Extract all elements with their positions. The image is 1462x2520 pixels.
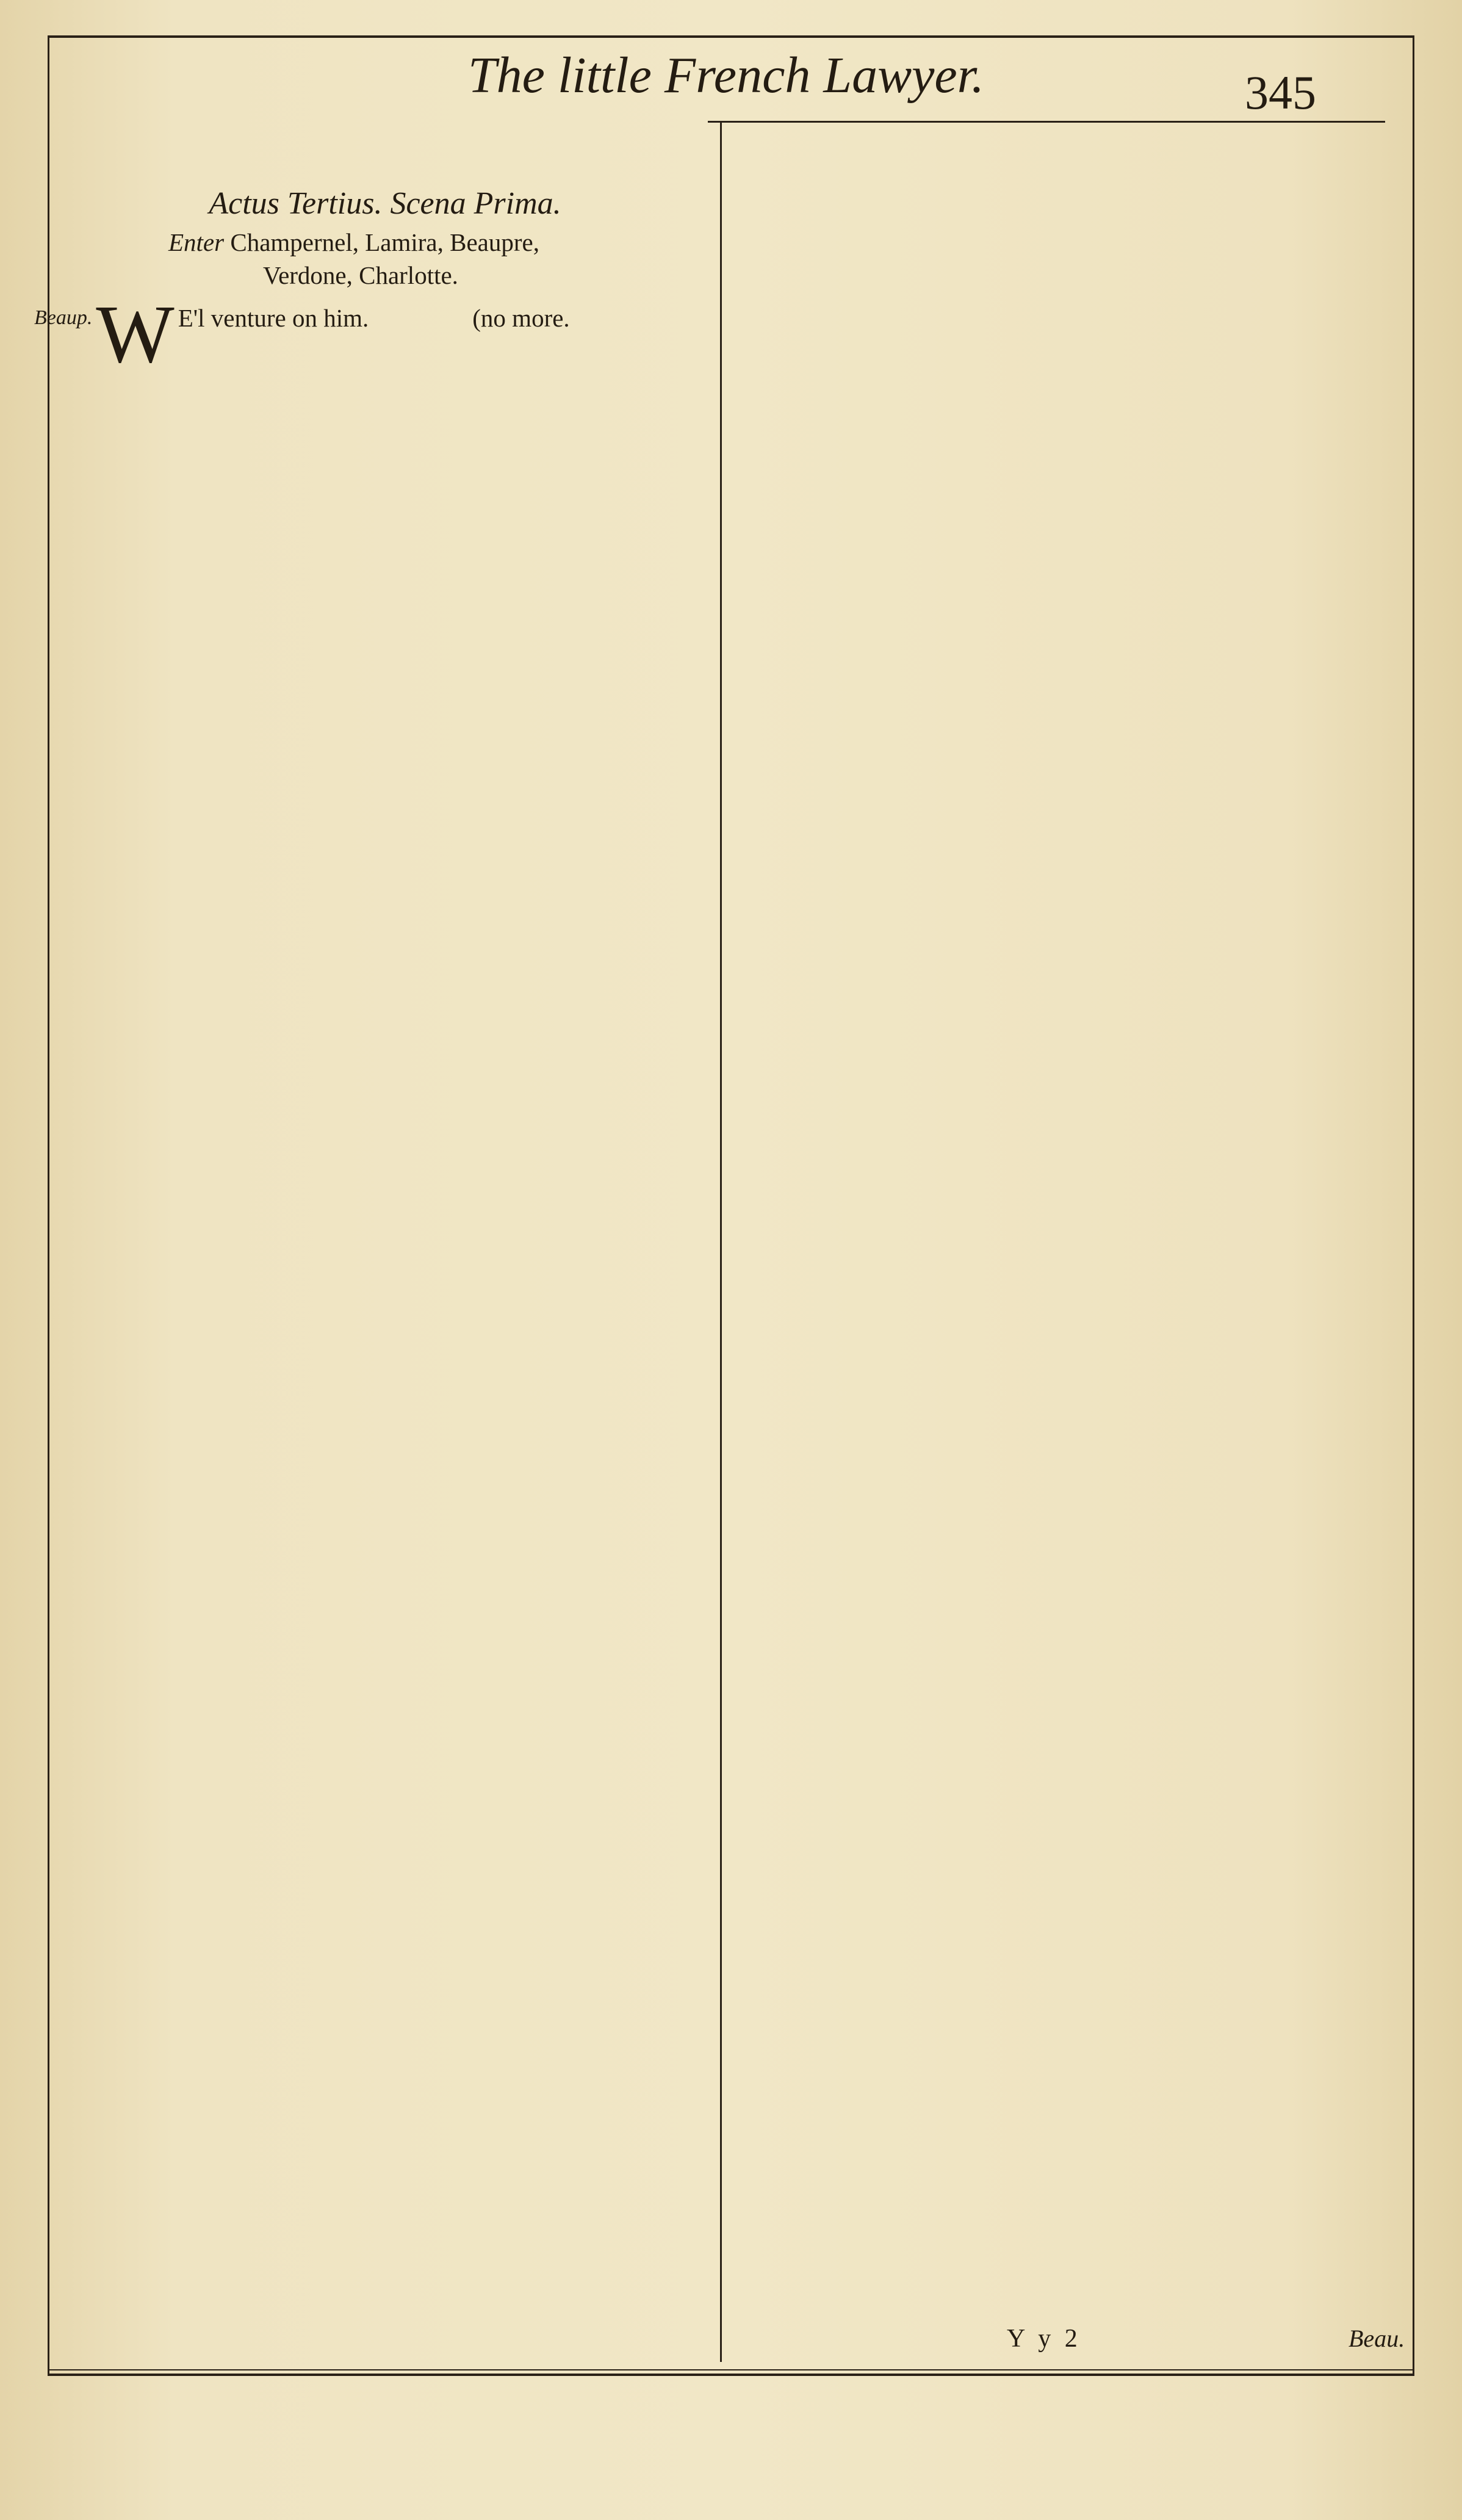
column-divider — [720, 122, 722, 2362]
line-text: E'l venture on him. — [178, 304, 369, 332]
running-title: The little French Lawyer. — [467, 47, 985, 104]
signature-mark: Y y 2 — [1007, 2325, 1081, 2353]
left-verse — [34, 289, 711, 380]
page-number: 345 — [1245, 66, 1316, 119]
drop-capital: W — [96, 289, 175, 380]
stage-direction-line1: Champernel, Lamira, Beaupre, — [230, 228, 539, 256]
speaker-name: Beaup. — [34, 306, 93, 329]
stage-direction-lead: Enter — [168, 228, 225, 256]
left-column — [34, 180, 711, 380]
stage-direction — [34, 228, 711, 261]
frame-bottom-rule — [48, 2369, 1414, 2370]
catchword: Beau. — [1349, 2325, 1405, 2352]
act-scene-heading: Actus Tertius. Scena Prima. — [209, 186, 561, 221]
page-frame — [48, 35, 1414, 2376]
stage-direction-line2: Verdone, Charlotte. — [263, 261, 458, 289]
turnover-text: (no more. — [472, 304, 570, 332]
verse-line — [34, 289, 711, 380]
